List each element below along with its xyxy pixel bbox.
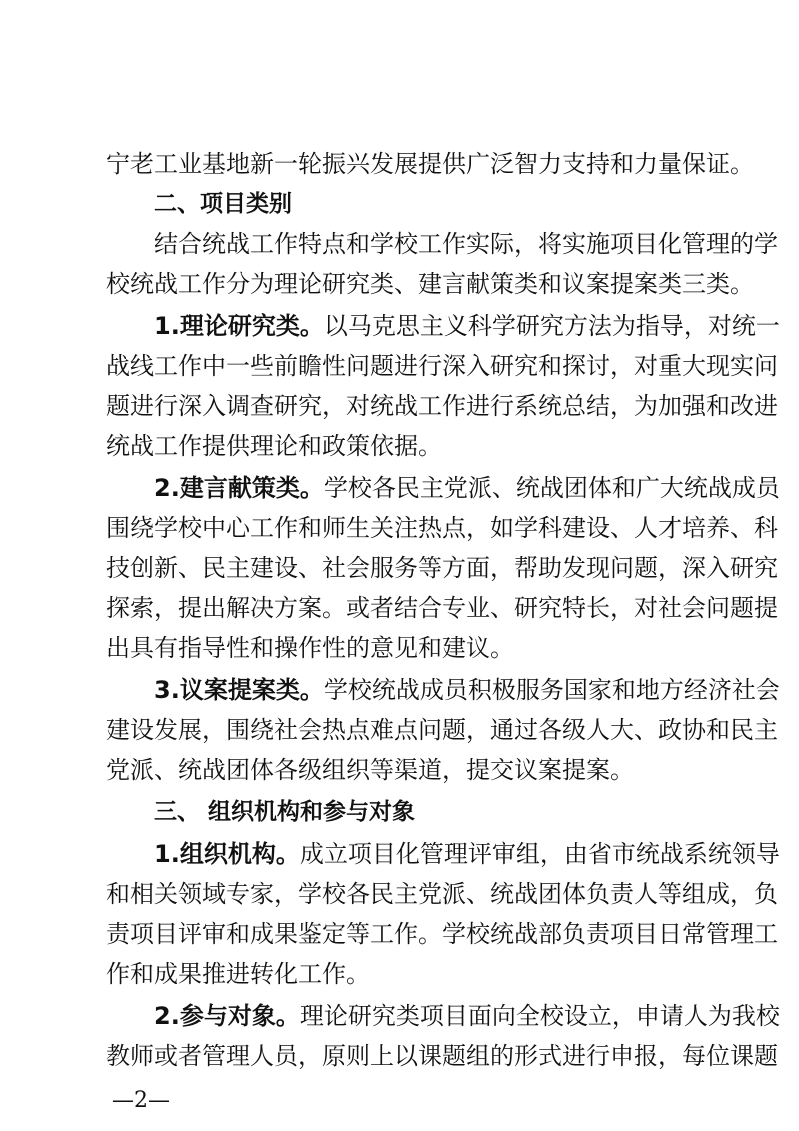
body-line: 校统战工作分为理论研究类、建言献策类和议案提案类三类。 [106, 270, 754, 298]
body-line: 建设发展，围绕社会热点难点问题，通过各级人大、政协和民主 [106, 716, 778, 744]
body-line: 出具有指导性和操作性的意见和建议。 [106, 634, 514, 662]
body-line: 教师或者管理人员，原则上以课题组的形式进行申报，每位课题 [106, 1042, 778, 1070]
body-line: 围绕学校中心工作和师生关注热点，如学科建设、人才培养、科 [106, 514, 778, 542]
body-line: 题进行深入调查研究，对统战工作进行系统总结，为加强和改进 [106, 392, 778, 420]
body-line: 党派、统战团体各级组织等渠道，提交议案提案。 [106, 756, 634, 784]
body-text: 学校各民主党派、统战团体和广大统战成员 [323, 474, 780, 502]
body-line: 结合统战工作特点和学校工作实际，将实施项目化管理的学 [154, 230, 778, 258]
item-title: 1.理论研究类。 [154, 312, 324, 340]
body-line: 战线工作中一些前瞻性问题进行深入研究和探讨，对重大现实问 [106, 352, 778, 380]
body-line: 统战工作提供理论和政策依据。 [106, 432, 442, 460]
item-title: 2.参与对象。 [154, 1002, 300, 1030]
section-heading: 二、项目类别 [154, 191, 292, 217]
paragraph-lead-line [154, 838, 780, 870]
body-text: 学校统战成员积极服务国家和地方经济社会 [323, 676, 780, 704]
body-line: 宁老工业基地新一轮振兴发展提供广泛智力支持和力量保证。 [106, 150, 754, 178]
item-title: 2.建言献策类。 [154, 474, 324, 502]
body-line: 作和成果推进转化工作。 [106, 960, 370, 988]
paragraph-lead-line [154, 310, 780, 342]
body-text: 成立项目化管理评审组，由省市统战系统领导 [299, 840, 780, 868]
paragraph-lead-line [154, 1000, 780, 1032]
item-title: 1.组织机构。 [154, 840, 300, 868]
item-title: 3.议案提案类。 [154, 676, 324, 704]
body-line: 责项目评审和成果鉴定等工作。学校统战部负责项目日常管理工 [106, 920, 778, 948]
paragraph-lead-line [154, 472, 780, 504]
body-text: 理论研究类项目面向全校设立，申请人为我校 [299, 1002, 780, 1030]
body-line: 技创新、民主建设、社会服务等方面，帮助发现问题，深入研究 [106, 554, 778, 582]
paragraph-lead-line [154, 674, 780, 706]
section-heading: 三、 组织机构和参与对象 [154, 799, 416, 825]
body-line: 探索，提出解决方案。或者结合专业、研究特长，对社会问题提 [106, 594, 778, 622]
body-line: 和相关领域专家，学校各民主党派、统战团体负责人等组成，负 [106, 880, 778, 908]
body-text: 以马克思主义科学研究方法为指导，对统一 [323, 312, 780, 340]
page-number: —2— [112, 1088, 170, 1113]
